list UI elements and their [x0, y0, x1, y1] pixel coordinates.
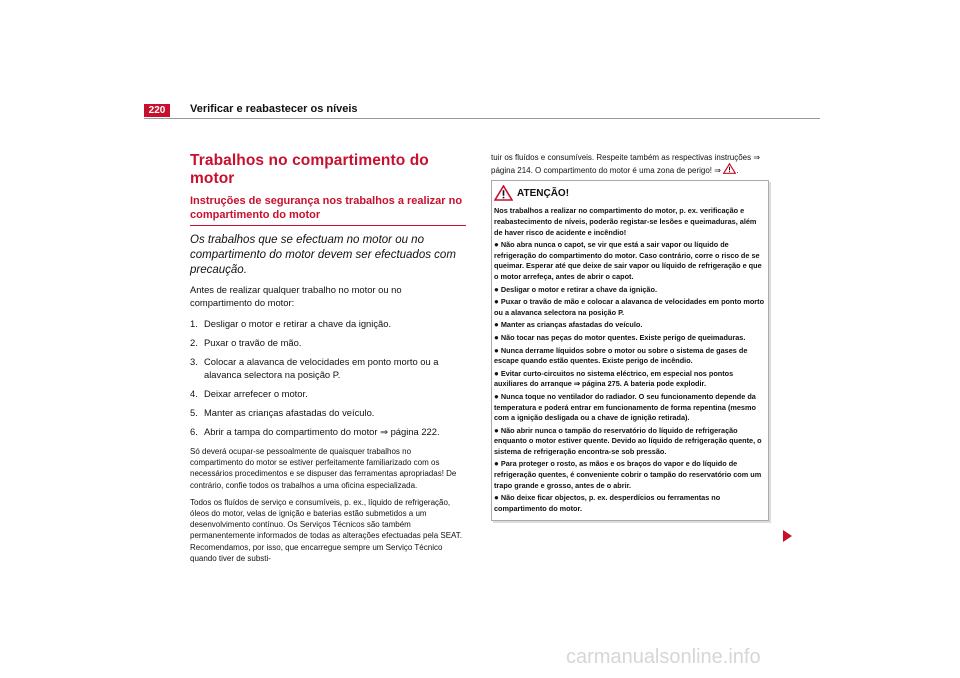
list-item [190, 387, 466, 400]
continuation-text: tuir os fluídos e consumíveis. Respeite também as respectivas instruções ⇒ página 214. O compartimento do motor é uma zona de perigo! ⇒ [491, 153, 761, 176]
intro-paragraph: Antes de realizar qualquer trabalho no motor ou no compartimento do motor: [190, 284, 402, 308]
warning-title: ATENÇÃO! [517, 187, 570, 199]
step-number: 5. [190, 407, 198, 418]
paragraph-expertise: Só deverá ocupar-se pessoalmente de quaisquer trabalhos no compartimento do motor se estiver perfeitamente familiarizado com os necessários procedimentos e se dispuser das ferramentas apropriadas! De contrário, confie todos os trabalhos a uma oficina especializada. [190, 447, 457, 490]
left-column [190, 152, 466, 570]
step-text: Colocar a alavanca de velocidades em ponto morto ou a alavanca selectora na posição P. [204, 356, 439, 380]
step-number: 6. [190, 426, 198, 437]
step-number: 4. [190, 388, 198, 399]
step-text: Puxar o travão de mão. [204, 337, 302, 348]
list-item [494, 240, 766, 282]
warning-item: Nunca derrame líquidos sobre o motor ou sobre o sistema de gases de escape quando estão quentes. Existe perigo de incêndio. [494, 345, 748, 366]
list-item [190, 336, 466, 349]
bullet-icon: ● [494, 391, 499, 401]
lead-paragraph: Os trabalhos que se efectuam no motor ou no compartimento do motor devem ser efectuados com precaução. [190, 234, 456, 276]
steps-list [190, 317, 466, 438]
bullet-icon: ● [494, 368, 499, 378]
list-item [494, 320, 766, 331]
bullet-icon: ● [494, 459, 499, 469]
warning-item: Não deixe ficar objectos, p. ex. desperdícios ou ferramentas no compartimento do motor. [494, 493, 721, 513]
step-text: Manter as crianças afastadas do veículo. [204, 407, 375, 418]
list-item [190, 317, 466, 330]
right-column [491, 152, 767, 521]
list-item [494, 493, 766, 514]
continuation-paragraph: tuir os fluídos e consumíveis. Respeite também as respectivas instruções ⇒ página 214. O compartimento do motor é uma zona de perigo! ⇒ . [491, 153, 761, 176]
list-item [190, 406, 466, 419]
step-number: 1. [190, 318, 198, 329]
step-text: Desligar o motor e retirar a chave da ignição. [204, 318, 392, 329]
warning-header [494, 185, 766, 201]
bullet-icon: ● [494, 425, 499, 435]
warning-item: Não tocar nas peças do motor quentes. Existe perigo de queimaduras. [500, 332, 746, 342]
header-divider [144, 118, 820, 119]
subsection-title: Instruções de segurança nos trabalhos a realizar no compartimento do motor [190, 195, 463, 221]
step-number: 2. [190, 337, 198, 348]
list-item [494, 459, 766, 491]
list-item [494, 346, 766, 367]
warning-triangle-icon [494, 185, 513, 201]
warning-item: Manter as crianças afastadas do veículo. [500, 320, 643, 330]
warning-ref-icon [723, 163, 736, 174]
watermark: carmanualsonline.info [566, 646, 761, 668]
warning-item: Desligar o motor e retirar a chave da ignição. [500, 284, 657, 294]
list-item [494, 392, 766, 424]
warning-item: Nunca toque no ventilador do radiador. O seu funcionamento depende da temperatura e poderá entrar em funcionamento de forma repentina (mesmo com a ignição desligada ou a chave de ignição retirada). [494, 391, 756, 423]
step-text: Deixar arrefecer o motor. [204, 388, 308, 399]
bullet-icon: ● [494, 284, 499, 294]
page-number: 220 [144, 104, 170, 117]
bullet-icon: ● [494, 345, 499, 355]
warning-item: Evitar curto-circuitos no sistema eléctrico, em especial nos pontos auxiliares do arranque ⇒ página 275. A bateria pode explodir. [494, 368, 734, 389]
list-item [190, 425, 466, 438]
warning-list [494, 240, 766, 514]
paragraph-fluids: Todos os fluídos de serviço e consumíveis, p. ex., líquido de refrigeração, óleos do motor, velas de ignição e baterias estão submetidos a um desenvolvimento contínuo. Os Serviços Técnicos são também permanentemente informados de todas as alterações efectuadas pela SEAT. Recomendamos, por isso, que encarregue sempre um Serviço Técnico quando tiver de substi- [190, 497, 463, 563]
list-item [494, 426, 766, 458]
list-item [494, 369, 766, 390]
subsection-divider [190, 225, 466, 226]
bullet-icon: ● [494, 297, 499, 307]
bullet-icon: ● [494, 320, 499, 330]
section-title: Trabalhos no compartimento do motor [190, 152, 429, 187]
next-page-arrow-icon [783, 530, 792, 542]
list-item [494, 333, 766, 344]
running-title: Verificar e reabastecer os níveis [190, 103, 358, 115]
bullet-icon: ● [494, 332, 499, 342]
step-number: 3. [190, 356, 198, 367]
warning-item: Não abrir nunca o tampão do reservatório do líquido de refrigeração enquanto o motor estiver quente. Devido ao líquido de refrigeração quente, o sistema de refrigeração encontra-se sob pressão. [494, 425, 762, 456]
bullet-icon: ● [494, 240, 499, 250]
list-item [190, 355, 466, 381]
warning-text: Nos trabalhos a realizar no compartimento do motor, p. ex. verificação e reabastecimento de níveis, poderão registar-se lesões e queimaduras, além de haver risco de acidente e incêndio! [494, 206, 757, 237]
list-item [494, 297, 766, 318]
list-item [494, 285, 766, 296]
warning-item: Para proteger o rosto, as mãos e os braços do vapor e do líquido de refrigeração quentes, é conveniente cobrir o tampão do reservatório com um trapo grande e grosso, antes de o abrir. [494, 459, 762, 490]
warning-box [491, 180, 769, 521]
bullet-icon: ● [494, 493, 499, 503]
warning-item: Puxar o travão de mão e colocar a alavanca de velocidades em ponto morto ou a alavanca selectora na posição P. [494, 297, 765, 317]
step-text: Abrir a tampa do compartimento do motor ⇒ página 222. [204, 426, 440, 437]
warning-item: Não abra nunca o capot, se vir que está a sair vapor ou líquido de refrigeração do compartimento do motor. Caso contrário, corre o risco de se queimar. Esperar até que deixe de sair vapor ou líquido de refrigeração e que o motor arrefeça, antes de abrir o capot. [494, 240, 762, 281]
